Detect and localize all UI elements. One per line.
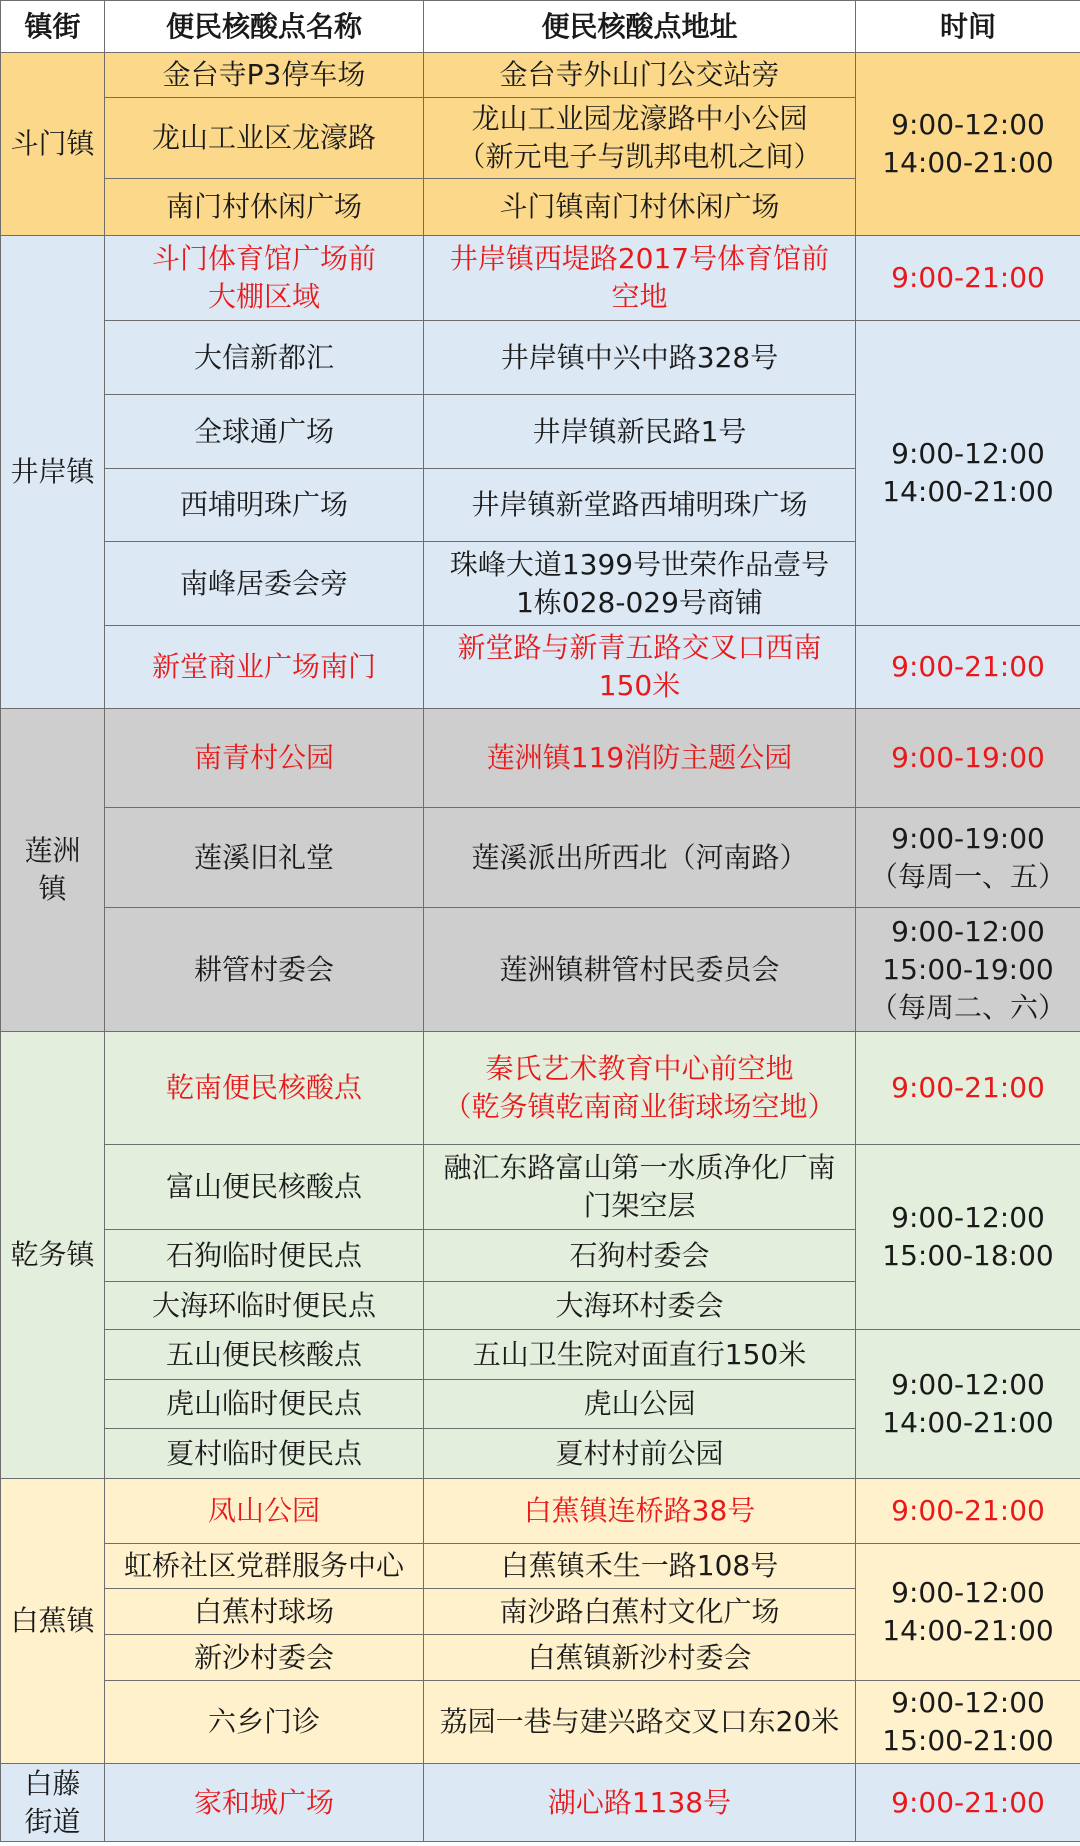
site-address: 南沙路白蕉村文化广场 <box>424 1589 856 1635</box>
site-address: 斗门镇南门村休闲广场 <box>424 179 856 236</box>
time-cell: 9:00-12:00 14:00-21:00 <box>856 1330 1080 1479</box>
site-address: 融汇东路富山第一水质净化厂南 门架空层 <box>424 1145 856 1230</box>
site-address: 大海环村委会 <box>424 1282 856 1330</box>
site-name: 莲溪旧礼堂 <box>105 808 424 908</box>
table-row <box>1 626 1080 709</box>
time-cell: 9:00-21:00 <box>856 626 1080 709</box>
header-time: 时间 <box>856 1 1080 53</box>
header-town: 镇街 <box>1 1 105 53</box>
table-row <box>1 908 1080 1032</box>
site-name: 全球通广场 <box>105 395 424 469</box>
table-row <box>1 709 1080 808</box>
site-address: 井岸镇新民路1号 <box>424 395 856 469</box>
site-name: 大信新都汇 <box>105 321 424 395</box>
table-row <box>1 1681 1080 1764</box>
table-row <box>1 1330 1080 1380</box>
site-name: 凤山公园 <box>105 1479 424 1544</box>
time-cell: 9:00-12:00 14:00-21:00 <box>856 1544 1080 1681</box>
site-name: 富山便民核酸点 <box>105 1145 424 1230</box>
table-row <box>1 1032 1080 1145</box>
time-cell: 9:00-19:00 （每周一、五） <box>856 808 1080 908</box>
table-row <box>1 1479 1080 1544</box>
site-name: 龙山工业区龙濠路 <box>105 98 424 179</box>
time-cell: 9:00-12:00 15:00-21:00 <box>856 1681 1080 1764</box>
table-row <box>1 53 1080 98</box>
time-cell: 9:00-21:00 <box>856 1764 1080 1842</box>
site-address: 莲溪派出所西北（河南路） <box>424 808 856 908</box>
town-cell-doumen: 斗门镇 <box>1 53 105 236</box>
site-address: 荔园一巷与建兴路交叉口东20米 <box>424 1681 856 1764</box>
site-address: 白蕉镇新沙村委会 <box>424 1635 856 1681</box>
site-address: 虎山公园 <box>424 1380 856 1429</box>
header-site-name: 便民核酸点名称 <box>105 1 424 53</box>
time-cell: 9:00-19:00 <box>856 709 1080 808</box>
town-cell-baijiao: 白蕉镇 <box>1 1479 105 1764</box>
site-name: 虎山临时便民点 <box>105 1380 424 1429</box>
site-address: 井岸镇西堤路2017号体育馆前 空地 <box>424 236 856 321</box>
site-address: 莲洲镇119消防主题公园 <box>424 709 856 808</box>
site-name: 斗门体育馆广场前 大棚区域 <box>105 236 424 321</box>
time-cell: 9:00-12:00 15:00-18:00 <box>856 1145 1080 1330</box>
site-address: 珠峰大道1399号世荣作品壹号 1栋028-029号商铺 <box>424 542 856 626</box>
time-cell: 9:00-12:00 15:00-19:00 （每周二、六） <box>856 908 1080 1032</box>
site-address: 莲洲镇耕管村民委员会 <box>424 908 856 1032</box>
site-name: 新堂商业广场南门 <box>105 626 424 709</box>
site-name: 南峰居委会旁 <box>105 542 424 626</box>
time-cell: 9:00-21:00 <box>856 236 1080 321</box>
site-address: 白蕉镇连桥路38号 <box>424 1479 856 1544</box>
site-address: 石狗村委会 <box>424 1230 856 1282</box>
site-address: 井岸镇新堂路西埔明珠广场 <box>424 469 856 542</box>
time-cell: 9:00-12:00 14:00-21:00 <box>856 53 1080 236</box>
time-cell: 9:00-21:00 <box>856 1479 1080 1544</box>
site-name: 南门村休闲广场 <box>105 179 424 236</box>
site-address: 龙山工业园龙濠路中小公园 （新元电子与凯邦电机之间） <box>424 98 856 179</box>
town-cell-qianwu: 乾务镇 <box>1 1032 105 1479</box>
table-row <box>1 1764 1080 1842</box>
site-address: 新堂路与新青五路交叉口西南 150米 <box>424 626 856 709</box>
site-address: 金台寺外山门公交站旁 <box>424 53 856 98</box>
site-address: 湖心路1138号 <box>424 1764 856 1842</box>
site-address: 白蕉镇禾生一路108号 <box>424 1544 856 1589</box>
site-address: 夏村村前公园 <box>424 1429 856 1479</box>
table-row <box>1 808 1080 908</box>
table-row <box>1 1544 1080 1589</box>
site-name: 大海环临时便民点 <box>105 1282 424 1330</box>
site-name: 五山便民核酸点 <box>105 1330 424 1380</box>
site-name: 金台寺P3停车场 <box>105 53 424 98</box>
site-name: 夏村临时便民点 <box>105 1429 424 1479</box>
table-row <box>1 236 1080 321</box>
site-name: 南青村公园 <box>105 709 424 808</box>
time-cell: 9:00-12:00 14:00-21:00 <box>856 321 1080 626</box>
site-name: 新沙村委会 <box>105 1635 424 1681</box>
site-name: 白蕉村球场 <box>105 1589 424 1635</box>
site-address: 秦氏艺术教育中心前空地 （乾务镇乾南商业街球场空地） <box>424 1032 856 1145</box>
header-site-address: 便民核酸点地址 <box>424 1 856 53</box>
site-address: 五山卫生院对面直行150米 <box>424 1330 856 1380</box>
site-name: 虹桥社区党群服务中心 <box>105 1544 424 1589</box>
town-cell-lianzhou: 莲洲 镇 <box>1 709 105 1032</box>
site-name: 六乡门诊 <box>105 1681 424 1764</box>
site-name: 家和城广场 <box>105 1764 424 1842</box>
site-name: 耕管村委会 <box>105 908 424 1032</box>
table-row <box>1 1145 1080 1230</box>
time-cell: 9:00-21:00 <box>856 1032 1080 1145</box>
town-cell-baiteng: 白藤 街道 <box>1 1764 105 1842</box>
site-address: 井岸镇中兴中路328号 <box>424 321 856 395</box>
site-name: 西埔明珠广场 <box>105 469 424 542</box>
table-row <box>1 321 1080 395</box>
site-name: 石狗临时便民点 <box>105 1230 424 1282</box>
town-cell-jingan: 井岸镇 <box>1 236 105 709</box>
site-name: 乾南便民核酸点 <box>105 1032 424 1145</box>
table-header-row <box>1 1 1080 53</box>
